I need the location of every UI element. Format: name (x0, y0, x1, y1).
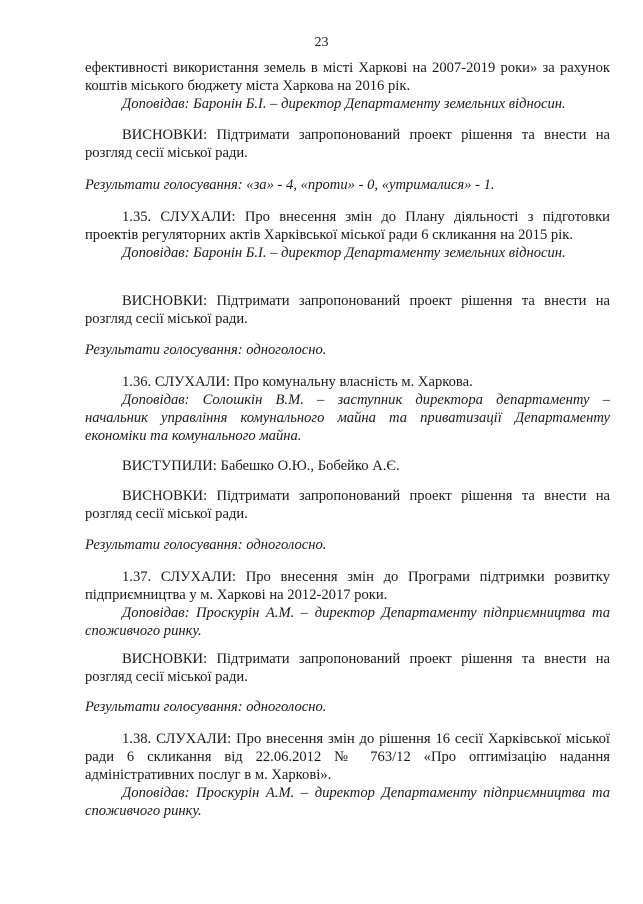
item-137-vote (85, 698, 610, 716)
item-138-text: 1.38. СЛУХАЛИ: Про внесення змін до рішення 16 сесії Харківської міської ради 6 скликання від 22.06.2012 № 763/12 «Про оптимізацію надання адміністративних послуг в м. Харкові». (85, 731, 610, 783)
item-135-text: 1.35. СЛУХАЛИ: Про внесення змін до Плану діяльності з підготовки проектів регуляторних актів Харківської міської ради 6 скликання на 2015 рік. (85, 209, 610, 243)
item-135 (85, 208, 610, 262)
item-136-speakers-out (85, 457, 610, 475)
item-136-vote (85, 536, 610, 554)
item-138 (85, 730, 610, 820)
item-136-conclusion-text: ВИСНОВКИ: Підтримати запропонований проект рішення та внести на розгляд сесії міської ради. (85, 488, 610, 522)
item-138-speaker: Доповідав: Проскурін А.М. – директор Департаменту підприємництва та споживчого ринку. (85, 785, 610, 819)
page-number: 23 (314, 35, 329, 50)
item-137-conclusion (85, 650, 610, 686)
item-137 (85, 568, 610, 640)
item-136-conclusion (85, 487, 610, 523)
item-135-speaker: Доповідав: Баронін Б.І. – директор Департаменту земельних відносин. (122, 245, 566, 261)
item-135-conclusion-text: ВИСНОВКИ: Підтримати запропонований проект рішення та внести на розгляд сесії міської ради. (85, 293, 610, 327)
conclusion-1-text: ВИСНОВКИ: Підтримати запропонований проект рішення та внести на розгляд сесії міської ради. (85, 127, 610, 161)
vote-1-text: Результати голосування: «за» - 4, «проти» - 0, «утрималися» - 1. (85, 177, 495, 193)
item-137-conclusion-text: ВИСНОВКИ: Підтримати запропонований проект рішення та внести на розгляд сесії міської ради. (85, 651, 610, 685)
intro-section (85, 59, 610, 113)
item-135-conclusion (85, 292, 610, 328)
item-136-text: 1.36. СЛУХАЛИ: Про комунальну власність м. Харкова. (122, 374, 473, 390)
item-137-vote-text: Результати голосування: одноголосно. (85, 699, 327, 715)
intro-text: ефективності використання земель в місті Харкові на 2007-2019 роки» за рахунок коштів міського бюджету міста Харкова на 2016 рік. (85, 60, 610, 94)
item-136-speakers-out-text: ВИСТУПИЛИ: Бабешко О.Ю., Бобейко А.Є. (122, 458, 400, 474)
item-135-vote (85, 341, 610, 359)
vote-1 (85, 176, 610, 194)
conclusion-1 (85, 126, 610, 162)
item-137-speaker: Доповідав: Проскурін А.М. – директор Департаменту підприємництва та споживчого ринку. (85, 605, 610, 639)
item-136 (85, 373, 610, 445)
item-135-vote-text: Результати голосування: одноголосно. (85, 342, 327, 358)
item-136-speaker: Доповідав: Солошкін В.М. – заступник директора департаменту – начальник управління комунального майна та приватизації Департаменту економіки та комунального майна. (85, 392, 610, 444)
item-137-text: 1.37. СЛУХАЛИ: Про внесення змін до Програми підтримки розвитку підприємництва у м. Харкові на 2012-2017 роки. (85, 569, 610, 603)
item-136-vote-text: Результати голосування: одноголосно. (85, 537, 327, 553)
intro-speaker: Доповідав: Баронін Б.І. – директор Департаменту земельних відносин. (122, 96, 566, 112)
